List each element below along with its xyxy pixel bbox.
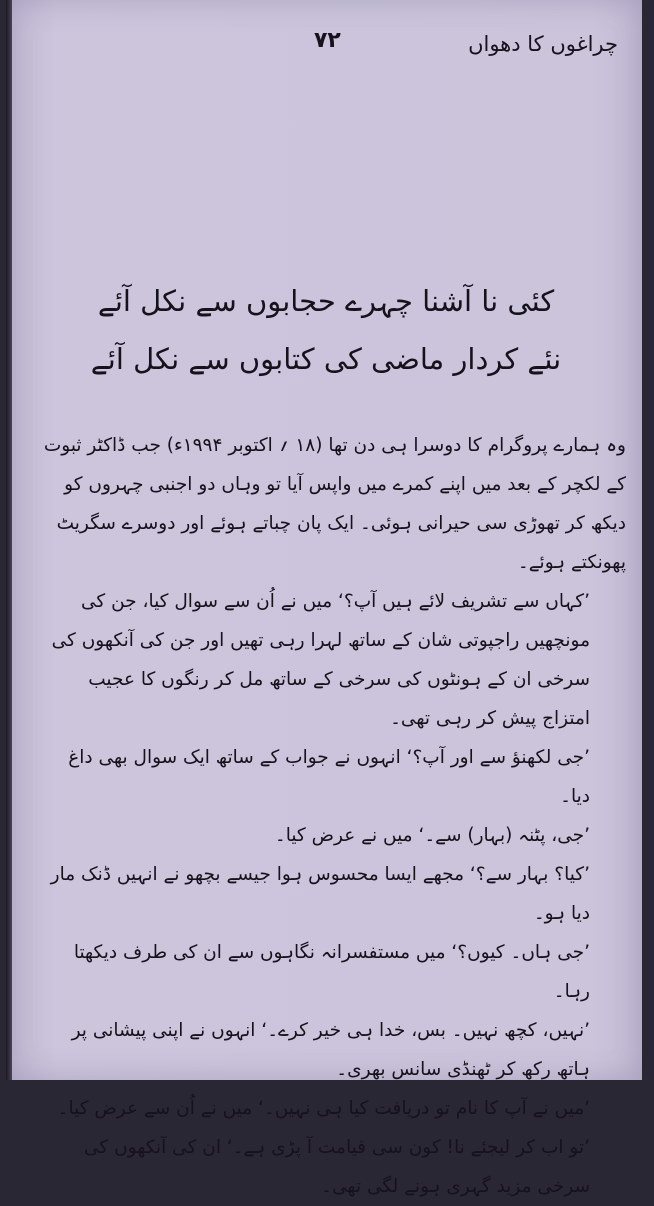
poetry-couplet <box>66 272 586 388</box>
paragraph: ’جی لکھنؤ سے اور آپ؟‘ انہوں نے جواب کے ساتھ ایک سوال بھی داغ دیا۔ <box>68 747 590 807</box>
page-binding-edge <box>6 0 12 1080</box>
paragraph: ’کہاں سے تشریف لائے ہیں آپ؟‘ میں نے اُن سے سوال کیا، جن کی مونچھیں راجپوتی شان کے ساتھ لہرا رہی تھیں اور جن کی آنکھوں کی سرخی ان کے ہونٹوں کی سرخی کے ساتھ مل کر رنگوں کا عجیب امتزاج پیش کر رہی تھی۔ <box>51 591 590 729</box>
paragraph: ’جی، پٹنہ (بہار) سے۔‘ میں نے عرض کیا۔ <box>274 825 590 846</box>
paragraph: ’کیا؟ بہار سے؟‘ مجھے ایسا محسوس ہوا جیسے بچھو نے انہیں ڈنک مار دیا ہو۔ <box>50 864 590 924</box>
paragraph: ’جی ہاں۔ کیوں؟‘ میں مستفسرانہ نگاہوں سے ان کی طرف دیکھتا رہا۔ <box>73 942 590 1002</box>
paragraph: ’تو اب کر لیجئے نا! کون سی قیامت آ پڑی ہے۔‘ ان کی آنکھوں کی سرخی مزید گہری ہونے لگی تھی۔ <box>83 1137 590 1197</box>
couplet-verse-1: کئی نا آشنا چہرے حجابوں سے نکل آئے <box>97 284 555 318</box>
page-header <box>6 28 642 68</box>
page-number: ۷۲ <box>314 28 341 53</box>
body-text <box>40 426 626 1206</box>
paragraph: ’نہیں، کچھ نہیں۔ بس، خدا ہی خیر کرے۔‘ انہوں نے اپنی پیشانی پر ہاتھ رکھ کر ٹھنڈی سانس بھری۔ <box>71 1020 590 1080</box>
book-page <box>6 0 642 1197</box>
paragraph: ’میں نے آپ کا نام تو دریافت کیا ہی نہیں۔‘ میں نے اُن سے عرض کیا۔ <box>57 1098 590 1119</box>
running-title: چراغوں کا دھواں <box>468 32 618 56</box>
couplet-verse-2: نئے کردار ماضی کی کتابوں سے نکل آئے <box>90 342 562 376</box>
paragraph: وہ ہمارے پروگرام کا دوسرا ہی دن تھا (۱۸ ؍ اکتوبر ۱۹۹۴ء) جب ڈاکٹر ثبوت کے لکچر کے بعد میں اپنے کمرے میں واپس آیا تو وہاں دو اجنبی چہروں کو دیکھ کر تھوڑی سی حیرانی ہوئی۔ ایک پان چباتے ہوئے اور دوسرے سگریٹ پھونکتے ہوئے۔ <box>43 435 626 573</box>
